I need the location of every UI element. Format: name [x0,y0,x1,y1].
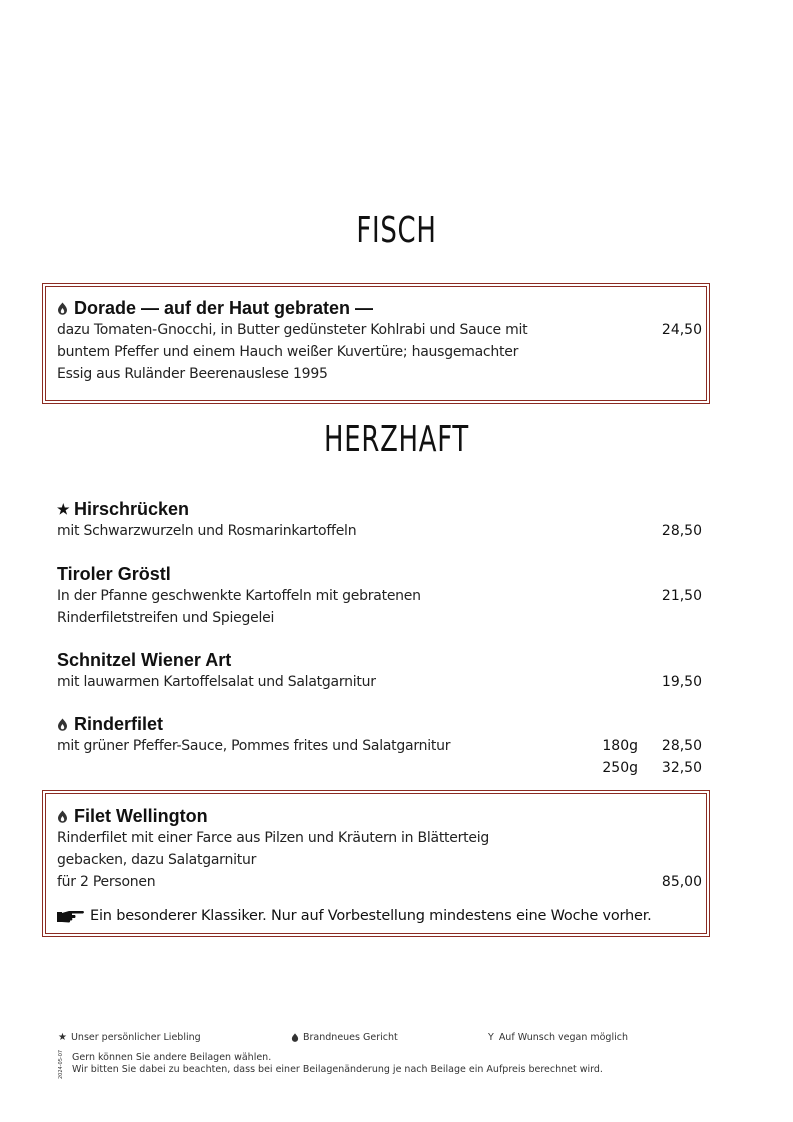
footer-line-2: Wir bitten Sie dabei zu beachten, dass bei einer Beilagenänderung je nach Beilage ein Aufpreis berechnet wird. [72,1064,603,1075]
footer-line-1: Gern können Sie andere Beilagen wählen. [72,1052,272,1063]
print-date: 2024-05-07 [58,1049,64,1079]
hirschruecken-desc: mit Schwarzwurzeln und Rosmarinkartoffeln [57,523,357,539]
dish-name-rinderfilet: Rinderfilet [74,714,164,734]
price-dorade: 24,50 [661,322,702,338]
legend-vegan: Y Auf Wunsch vegan möglich [488,1032,628,1043]
price-wellington: 85,00 [661,874,702,890]
dish-name-schnitzel: Schnitzel Wiener Art [57,650,232,670]
wellington-note: Ein besonderer Klassiker. Nur auf Vorbestellung mindestens eine Woche vorher. [90,908,652,924]
groestl-desc-line-2: Rinderfiletstreifen und Spiegelei [57,610,275,626]
dish-name-hirschruecken: Hirschrücken [74,499,190,519]
dish-rinderfilet [57,713,702,779]
wellington-desc-line-3: für 2 Personen [57,874,156,890]
price-rinderfilet-180: 28,50 [661,738,702,754]
schnitzel-desc: mit lauwarmen Kartoffelsalat und Salatgarnitur [57,674,376,690]
flame-icon [57,718,68,731]
dish-dorade [57,297,702,385]
section-title-fisch: FISCH [356,210,437,251]
wellington-desc-line-1: Rinderfilet mit einer Farce aus Pilzen und Kräutern in Blätterteig [57,830,490,846]
dish-name-dorade: Dorade — auf der Haut gebraten — [74,298,374,318]
vegan-symbol: Y [488,1032,494,1043]
legend-new: Brandneues Gericht [291,1032,398,1043]
price-rinderfilet-250: 32,50 [661,760,702,776]
dish-wellington [57,805,702,927]
weight-250g: 250g [602,760,638,776]
rinderfilet-desc: mit grüner Pfeffer-Sauce, Pommes frites und Salatgarnitur [57,738,451,754]
dish-groestl [57,563,702,629]
pointing-hand-icon [57,909,85,923]
flame-icon [57,810,68,823]
dish-hirschruecken [57,498,702,542]
dorade-desc-line-3: Essig aus Ruländer Beerenauslese 1995 [57,366,328,382]
price-groestl: 21,50 [661,588,702,604]
section-title-herzhaft: HERZHAFT [324,419,469,460]
dish-name-wellington: Filet Wellington [74,806,208,826]
star-icon: ★ [57,501,70,517]
dorade-desc-line-1: dazu Tomaten-Gnocchi, in Butter gedünsteter Kohlrabi und Sauce mit [57,322,528,338]
flame-icon [291,1033,299,1042]
wellington-desc-line-2: gebacken, dazu Salatgarnitur [57,852,257,868]
star-icon: ★ [58,1032,67,1043]
groestl-desc-line-1: In der Pfanne geschwenkte Kartoffeln mit gebratenen [57,588,421,604]
price-hirschruecken: 28,50 [661,523,702,539]
weight-180g: 180g [602,738,638,754]
flame-icon [57,302,68,315]
legend-favorite: ★ Unser persönlicher Liebling [58,1032,201,1043]
dorade-desc-line-2: buntem Pfeffer und einem Hauch weißer Kuvertüre; hausgemachter [57,344,519,360]
dish-schnitzel [57,649,702,693]
price-schnitzel: 19,50 [661,674,702,690]
dish-name-groestl: Tiroler Gröstl [57,564,171,584]
